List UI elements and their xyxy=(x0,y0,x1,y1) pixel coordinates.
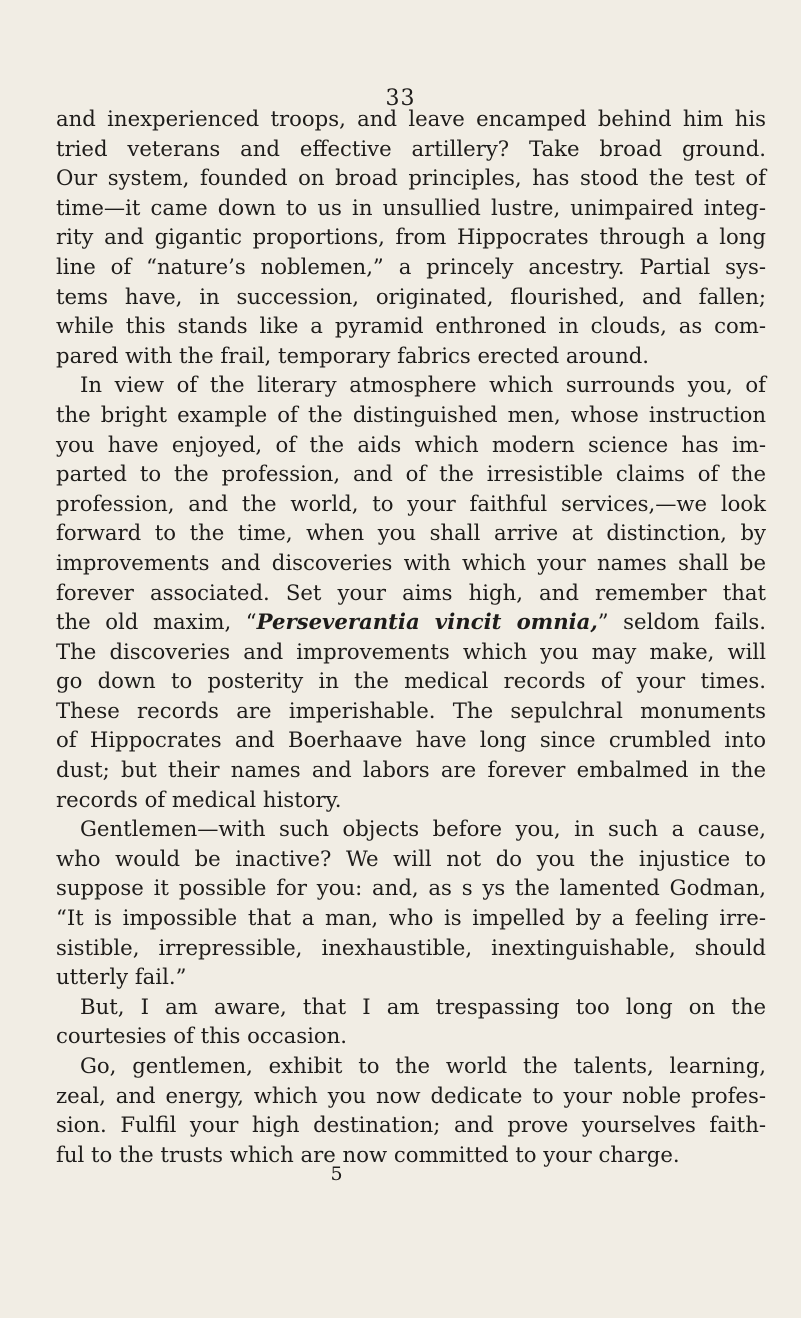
paragraph-2 xyxy=(56,370,766,814)
text-line: forever associated. Set your aims high, and remember that xyxy=(56,579,766,605)
text-line: while this stands like a pyramid enthroned in clouds, as com- xyxy=(56,313,766,339)
text-line: zeal, and energy, which you now dedicate to your noble profes- xyxy=(56,1082,766,1108)
text-fragment: the old maxim, “ xyxy=(56,609,257,635)
text-line: time—it came down to us in unsullied lustre, unimpaired integ- xyxy=(56,194,766,220)
text-line: dust; but their names and labors are forever embalmed in the xyxy=(56,757,766,783)
text-line-with-latin-maxim xyxy=(56,607,766,637)
page-number: 33 xyxy=(385,86,416,111)
text-line: In view of the literary atmosphere which surrounds you, of xyxy=(80,372,766,398)
text-line: pared with the frail, temporary fabrics erected around. xyxy=(56,342,650,368)
text-line: profession, and the world, to your faithful services,—we look xyxy=(56,490,766,516)
text-line: “It is impossible that a man, who is impelled by a feeling irre- xyxy=(56,905,766,931)
paragraph-1 xyxy=(56,104,766,370)
text-line: forward to the time, when you shall arrive at distinction, by xyxy=(56,520,766,546)
text-line: The discoveries and improvements which you may make, will xyxy=(56,638,766,664)
text-line: These records are imperishable. The sepulchral monuments xyxy=(56,697,766,723)
text-line: But, I am aware, that I am trespassing too long on the xyxy=(80,993,766,1019)
text-line: rity and gigantic proportions, from Hippocrates through a long xyxy=(56,224,766,250)
text-line: improvements and discoveries with which your names shall be xyxy=(56,549,766,575)
text-line: go down to posterity in the medical records of your times. xyxy=(56,668,766,694)
text-line: of Hippocrates and Boerhaave have long since crumbled into xyxy=(56,727,766,753)
text-line: Gentlemen—with such objects before you, in such a cause, xyxy=(80,816,766,842)
text-line: you have enjoyed, of the aids which modern science has im- xyxy=(56,431,766,457)
text-line: courtesies of this occasion. xyxy=(56,1023,348,1049)
text-line: and inexperienced troops, and leave encamped behind him his xyxy=(56,106,766,131)
signature-mark: 5 xyxy=(330,1163,343,1185)
text-line: who would be inactive? We will not do you the injustice to xyxy=(56,845,766,871)
text-line: the bright example of the distinguished men, whose instruction xyxy=(56,401,766,427)
text-line: sion. Fulfil your high destination; and prove yourselves faith- xyxy=(56,1112,766,1138)
text-line: tried veterans and effective artillery? Take broad ground. xyxy=(56,135,766,161)
text-fragment: ” seldom fails. xyxy=(597,609,766,635)
text-line: suppose it possible for you: and, as s ys the lamented Godman, xyxy=(56,875,766,901)
text-line: parted to the profession, and of the irresistible claims of the xyxy=(56,461,766,487)
text-line: Our system, founded on broad principles, has stood the test of xyxy=(56,165,766,191)
text-line: utterly fail.” xyxy=(56,964,187,990)
text-line: records of medical history. xyxy=(56,786,342,812)
body-text xyxy=(56,104,766,1169)
paragraph-4 xyxy=(56,992,766,1051)
text-line: line of “nature’s noblemen,” a princely ancestry. Partial sys- xyxy=(56,253,766,279)
text-line: tems have, in succession, originated, flourished, and fallen; xyxy=(56,283,766,309)
paragraph-5 xyxy=(56,1051,766,1169)
latin-maxim: Perseverantia vincit omnia, xyxy=(256,609,598,635)
text-line: ful to the trusts which are now committed to your charge. xyxy=(56,1141,680,1167)
text-line: sistible, irrepressible, inexhaustible, inextinguishable, should xyxy=(56,934,766,960)
text-line: Go, gentlemen, exhibit to the world the talents, learning, xyxy=(80,1053,766,1078)
paragraph-3 xyxy=(56,814,766,992)
